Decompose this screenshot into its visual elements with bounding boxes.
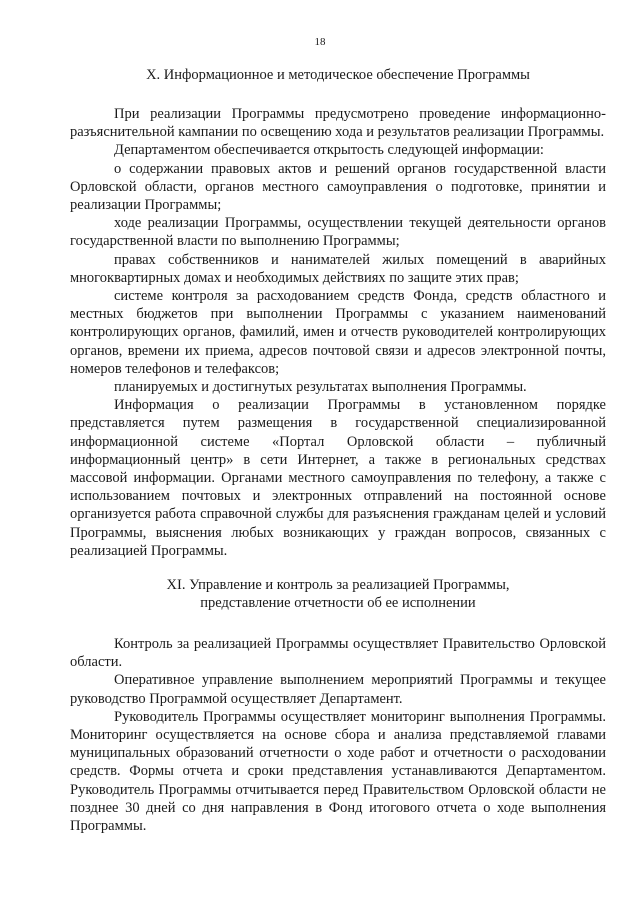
section-10-title: X. Информационное и методическое обеспечение Программы: [146, 67, 530, 83]
paragraph: системе контроля за расходованием средств Фонда, средств областного и местных бюджетов при выполнении Программы с указанием наименований контролирующих органов, фамилий, имен и отчеств руководителей контролирующих органов, времени их приема, адресов почтовой связи и адресов электронной почты, номеров телефонов и телефаксов;: [70, 288, 606, 377]
section-11-body: [70, 635, 606, 835]
paragraph: Контроль за реализацией Программы осуществляет Правительство Орловской области.: [70, 636, 606, 671]
paragraph: При реализации Программы предусмотрено проведение информационно-разъяснительной кампании по освещению хода и результатов реализации Программы.: [70, 106, 606, 141]
paragraph: Информация о реализации Программы в установленном порядке представляется путем размещения в государственной специализированной информационной системе «Портал Орловской области – публичный информационный центр» в сети Интернет, а также в региональных средствах массовой информации. Органами местного самоуправления по телефону, а также с использованием почтовых и электронных отправлений на постоянной основе организуется работа справочной службы для разъяснения гражданам целей и условий Программы, выяснения любых возникающих у граждан вопросов, связанных с реализацией Программы.: [70, 397, 606, 559]
section-11-title: [70, 576, 606, 612]
paragraph: планируемых и достигнутых результатах выполнения Программы.: [114, 379, 527, 396]
section-11-title-line-2: представление отчетности об ее исполнении: [200, 595, 476, 612]
paragraph: правах собственников и нанимателей жилых помещений в аварийных многоквартирных домах и необходимых действиях по защите этих прав;: [70, 251, 606, 286]
paragraph: о содержании правовых актов и решений органов государственной власти Орловской области, органов местного самоуправления о подготовке, принятии и реализации Программы;: [70, 160, 606, 214]
section-11-title-line-1: XI. Управление и контроль за реализацией Программы,: [166, 577, 510, 593]
paragraph: ходе реализации Программы, осуществлении текущей деятельности органов государственной власти по выполнению Программы;: [70, 215, 606, 250]
page-number: 18: [314, 36, 326, 48]
section-10-body: [70, 105, 606, 560]
paragraph: Руководитель Программы осуществляет мониторинг выполнения Программы. Мониторинг осуществляется на основе сбора и анализа представляемой главами муниципальных образований отчетности о ходе работ и отчетности о расходовании средств. Формы отчета и сроки представления устанавливаются Департаментом. Руководитель Программы отчитывается перед Правительством Орловской области не позднее 30 дней со дня направления в Фонд итогового отчета о ходе выполнения Программы.: [70, 708, 606, 835]
paragraph: Оперативное управление выполнением мероприятий Программы и текущее руководство Программой осуществляет Департамент.: [70, 672, 606, 707]
paragraph: Департаментом обеспечивается открытость следующей информации:: [114, 142, 544, 159]
